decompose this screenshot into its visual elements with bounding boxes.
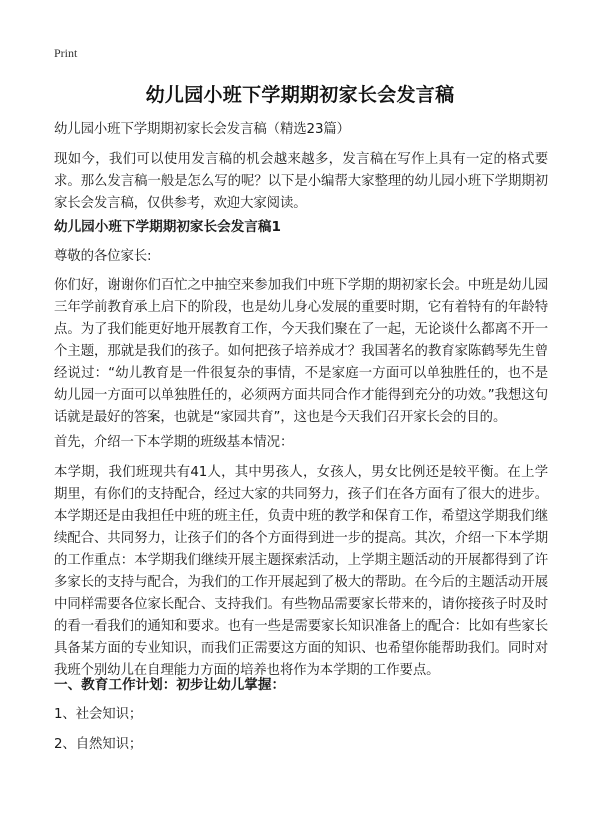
intro-block [54,149,548,215]
subtitle: 幼儿园小班下学期期初家长会发言稿（精选23篇） [54,122,350,137]
intro-paragraph: 现如今，我们可以使用发言稿的机会越来越多，发言稿在写作上具有一定的格式要求。那么发言稿一般是怎么写的呢？以下是小编帮大家整理的幼儿园小班下学期期初家长会发言稿，仅供参考，欢迎大家阅读。 [54,152,548,211]
salutation: 尊敬的各位家长: [54,249,152,264]
list-item-1-block [54,704,548,726]
section-heading-1: 幼儿园小班下学期期初家长会发言稿1 [54,219,281,235]
section2-block [54,674,548,696]
body-paragraph-3: 本学期，我们班现共有41人，其中男孩人，女孩人，男女比例还是较平衡。在上学期里，有你们的支持配合，经过大家的共同努力，孩子们在各方面有了很大的进步。本学期还是由我担任中班的班主任，负责中班的教学和保育工作，希望这学期我们继续配合、共同努力，让孩子们的各个方面得到进一步的提高。其次，介绍一下本学期的工作重点：本学期我们继续开展主题探索活动，上学期主题活动的开展都得到了许多家长的支持与配合，为我们的工作开展起到了极大的帮助。在今后的主题活动开展中同样需要各位家长配合、支持我们。有些物品需要家长带来的，请你接孩子时及时的看一看我们的通知和要求。也有一些是需要家长知识准备上的配合：比如有些家长具备某方面的专业知识，而我们正需要这方面的知识、也希望你能帮助我们。同时对我班个别幼儿在自理能力方面的培养也将作为本学期的工作要点。 [54,465,548,678]
page-title: 幼儿园小班下学期期初家长会发言稿 [145,84,455,106]
body-paragraph-1: 你们好，谢谢你们百忙之中抽空来参加我们中班下学期的期初家长会。中班是幼儿园三年学前教育承上启下的阶段，也是幼儿身心发展的重要时期，它有着特有的年龄特点。为了我们能更好地开展教育工作，今天我们聚在了一起，无论谈什么都离不开一个主题，那就是我们的孩子。如何把孩子培养成才？我国著名的教育家陈鹤琴先生曾经说过：“幼儿教育是一件很复杂的事情，不是家庭一方面可以单独胜任的，也不是幼儿园一方面可以单独胜任的，必须两方面共同合作才能得到充分的功效。”我想这句话就是最好的答案，也就是“家园共育”，这也是今天我们召开家长会的目的。 [54,278,548,425]
section1-block [54,216,548,238]
body-paragraph-2: 首先，介绍一下本学期的班级基本情况： [54,435,294,450]
list-item: 2、自然知识； [54,737,143,752]
paragraph3-block [54,462,548,682]
paragraph2-block [54,432,548,454]
subtitle-block [54,119,548,141]
section-heading-2: 一、教育工作计划：初步让幼儿掌握： [54,677,286,693]
print-link[interactable]: Print [54,46,78,60]
list-item: 1、社会知识； [54,707,143,722]
paragraph1-block [54,275,548,429]
salutation-block [54,246,548,268]
list-item-2-block [54,734,548,756]
